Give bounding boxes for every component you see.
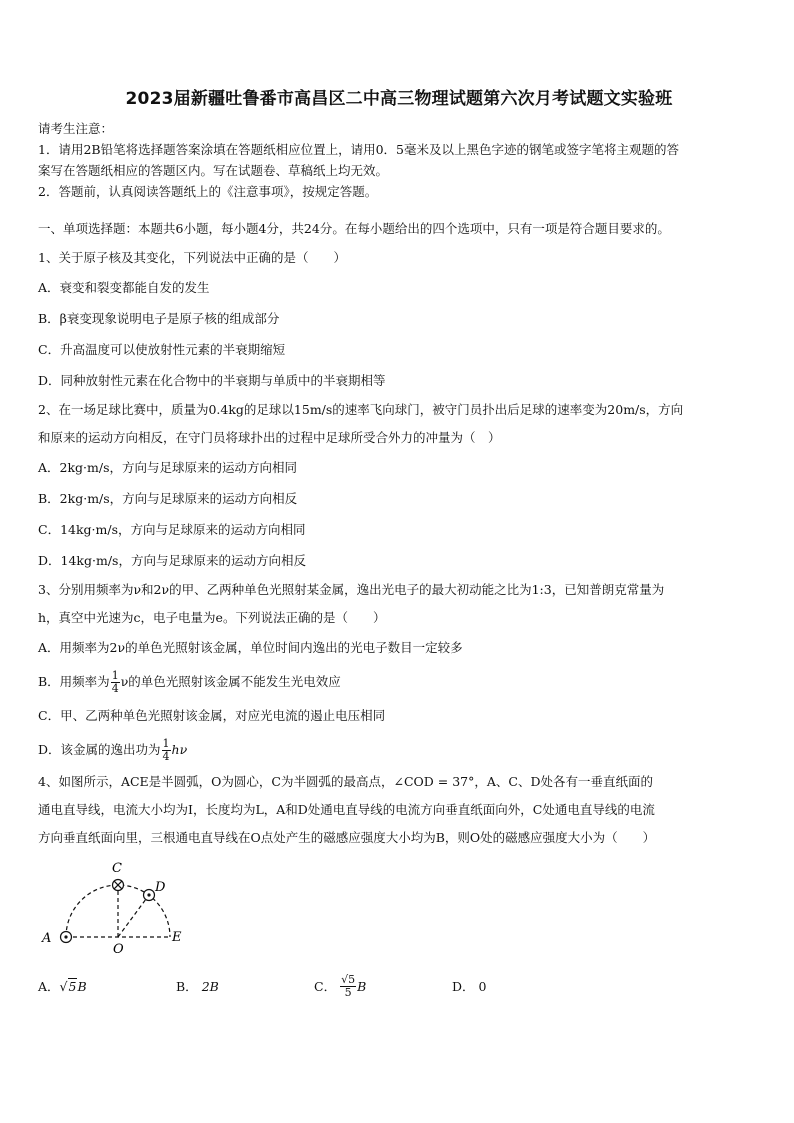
option-b bbox=[176, 977, 314, 995]
label-o: O bbox=[113, 942, 124, 957]
fraction bbox=[340, 974, 356, 999]
exam-page bbox=[38, 84, 760, 1008]
page-title: 2023届新疆吐鲁番市高昌区二中高三物理试题第六次月考试题文实验班 bbox=[125, 89, 673, 109]
fraction-numerator: 1 bbox=[111, 669, 119, 682]
question-stem: 方向垂直纸面向里，三根通电直导线在O点处产生的磁感应强度大小均为B，则O处的磁感应强度大小为（ ） bbox=[38, 830, 656, 845]
option-c: C．甲、乙两种单色光照射该金属，对应光电流的遏止电压相同 bbox=[38, 708, 386, 723]
option-c bbox=[314, 974, 452, 999]
option-d-prefix: D．该金属的逸出功为 bbox=[38, 742, 161, 757]
option-label: A． bbox=[38, 979, 60, 994]
option-label: C． bbox=[314, 979, 337, 994]
section-heading: 一、单项选择题：本题共6小题，每小题4分，共24分。在每小题给出的四个选项中，只有一项是符合题目要求的。 bbox=[38, 221, 670, 236]
option-a: A．衰变和裂变都能自发的发生 bbox=[38, 280, 210, 295]
option-label: B． bbox=[176, 979, 198, 994]
notice-item: 1．请用2B铅笔将选择题答案涂填在答题纸相应位置上，请用0．5毫米及以上黑色字迹的钢笔或签字笔将主观题的答 bbox=[38, 142, 679, 157]
question-4 bbox=[38, 768, 760, 1008]
option-value: 0 bbox=[478, 978, 487, 994]
option-value: 2B bbox=[201, 978, 219, 994]
fraction-numerator: √5 bbox=[341, 972, 356, 986]
wire-out-icon bbox=[144, 890, 155, 901]
fraction bbox=[111, 670, 120, 695]
question-3 bbox=[38, 576, 760, 768]
option-b-suffix: ν的单色光照射该金属不能发生光电效应 bbox=[120, 674, 341, 689]
option-b-prefix: B．用频率为 bbox=[38, 674, 110, 689]
wire-out-icon bbox=[61, 932, 72, 943]
option-b bbox=[38, 663, 760, 700]
option-unit: B bbox=[77, 978, 87, 994]
fraction bbox=[162, 738, 171, 763]
fraction-denominator: 4 bbox=[111, 682, 119, 695]
semicircle-diagram bbox=[38, 860, 198, 960]
fraction-denominator: 5 bbox=[344, 985, 352, 999]
option-b: B．2kg·m/s，方向与足球原来的运动方向相反 bbox=[38, 491, 298, 506]
option-d: D．同种放射性元素在化合物中的半衰期与单质中的半衰期相等 bbox=[38, 373, 386, 388]
option-d bbox=[452, 977, 486, 995]
question-stem: 通电直导线，电流大小均为I，长度均为L，A和D处通电直导线的电流方向垂直纸面向外，C处通电直导线的电流 bbox=[38, 802, 655, 817]
option-d: D．14kg·m/s，方向与足球原来的运动方向相反 bbox=[38, 553, 306, 568]
fraction-numerator: 1 bbox=[162, 737, 170, 750]
option-c: C．14kg·m/s，方向与足球原来的运动方向相同 bbox=[38, 522, 306, 537]
sqrt-icon: √ bbox=[59, 978, 68, 994]
label-c: C bbox=[112, 861, 122, 876]
question-stem: 4、如图所示，ACE是半圆弧，O为圆心，C为半圆弧的最高点，∠COD = 37°，A、C、D处各有一垂直纸面的 bbox=[38, 774, 653, 789]
question-stem: h，真空中光速为c，电子电量为e。下列说法正确的是（ ） bbox=[38, 610, 386, 625]
semicircle-figure bbox=[38, 860, 760, 960]
question-stem: 和原来的运动方向相反，在守门员将球扑出的过程中足球所受合外力的冲量为（ ） bbox=[38, 430, 501, 445]
option-d bbox=[38, 731, 760, 768]
option-unit: B bbox=[357, 978, 367, 994]
notice-item: 2．答题前，认真阅读答题纸上的《注意事项》，按规定答题。 bbox=[38, 184, 378, 199]
radicand: 5 bbox=[68, 979, 77, 994]
question-stem: 1、关于原子核及其变化，下列说法中正确的是（ ） bbox=[38, 250, 346, 265]
option-a: A．2kg·m/s，方向与足球原来的运动方向相同 bbox=[38, 460, 298, 475]
label-a: A bbox=[42, 931, 52, 946]
label-e: E bbox=[172, 930, 182, 945]
question-1 bbox=[38, 244, 760, 396]
fraction-denominator: 4 bbox=[162, 750, 170, 763]
wire-in-icon bbox=[113, 880, 124, 891]
label-d: D bbox=[155, 880, 166, 895]
question-stem: 2、在一场足球比赛中，质量为0.4kg的足球以15m/s的速率飞向球门，被守门员扑出后足球的速率变为20m/s，方向 bbox=[38, 402, 684, 417]
question-4-options bbox=[38, 964, 760, 1008]
option-a: A．用频率为2ν的单色光照射该金属，单位时间内逸出的光电子数目一定较多 bbox=[38, 640, 463, 655]
option-b: B．β衰变现象说明电子是原子核的组成部分 bbox=[38, 311, 280, 326]
option-c: C．升高温度可以使放射性元素的半衰期缩短 bbox=[38, 342, 286, 357]
option-a bbox=[38, 977, 176, 995]
notice-heading: 请考生注意： bbox=[38, 121, 114, 136]
option-label: D． bbox=[452, 979, 475, 994]
option-d-suffix: hν bbox=[171, 742, 188, 757]
line-od bbox=[118, 895, 149, 937]
notice-item: 案写在答题纸相应的答题区内。写在试题卷、草稿纸上均无效。 bbox=[38, 163, 389, 178]
question-stem: 3、分别用频率为ν和2ν的甲、乙两种单色光照射某金属，逸出光电子的最大初动能之比为1:3，已知普朗克常量为 bbox=[38, 582, 665, 597]
question-2 bbox=[38, 396, 760, 576]
